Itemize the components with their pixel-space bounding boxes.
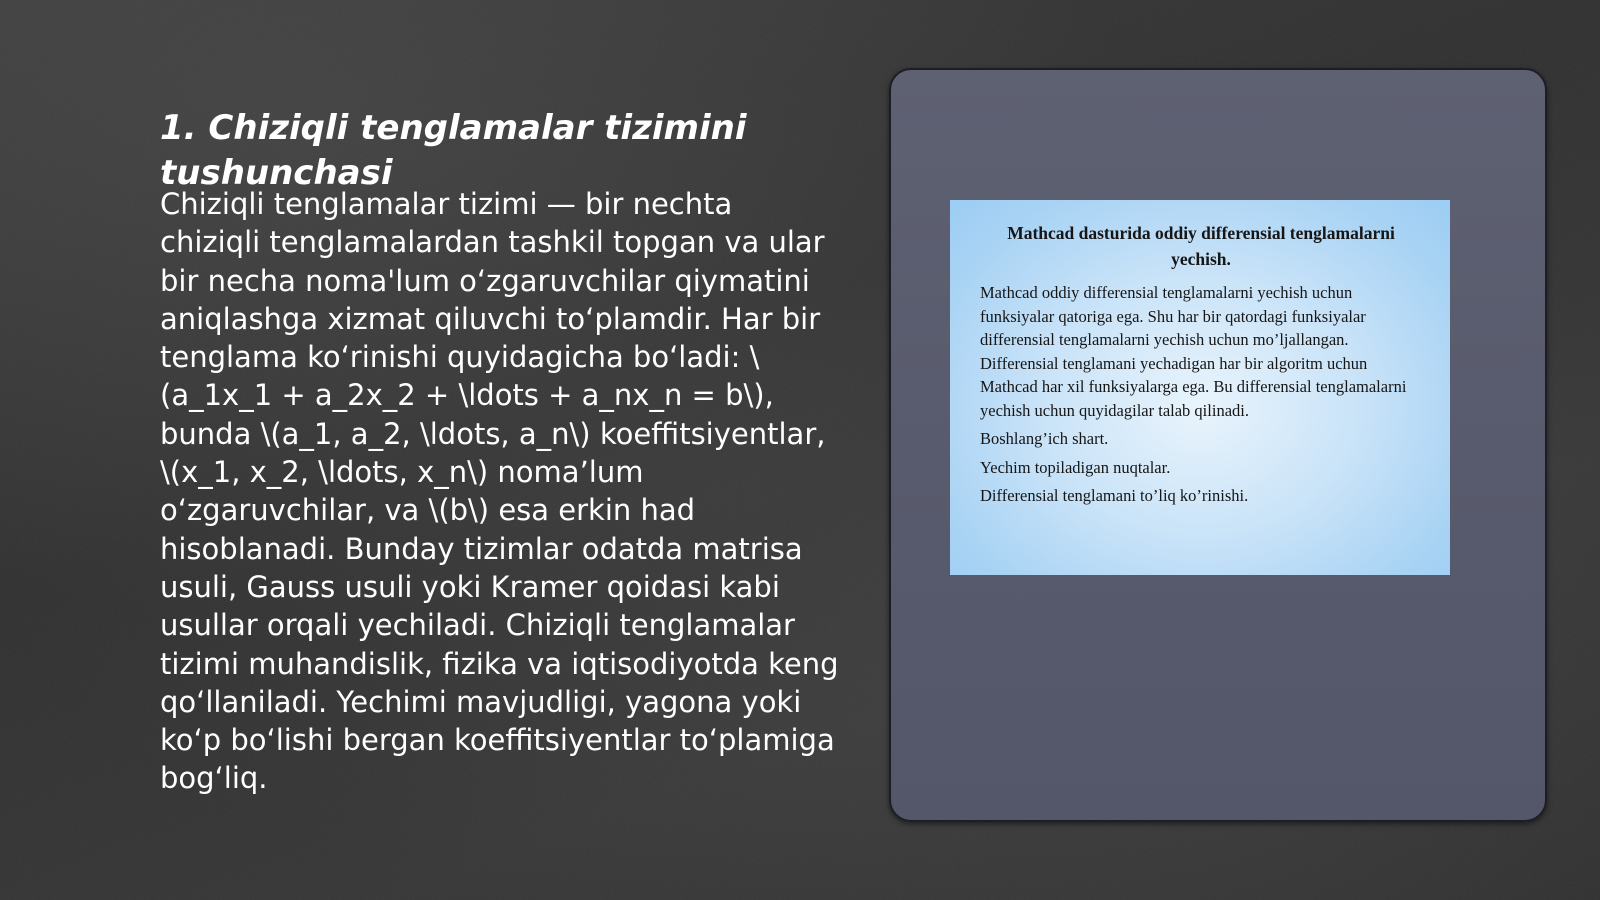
document-item: Yechim topiladigan nuqtalar. [980,457,1171,477]
slide-title: 1. Chiziqli tenglamalar tizimini tushunchasi [160,108,747,193]
document-item: Boshlang’ich shart. [980,429,1109,448]
document-item: Differensial tenglamani to’liq ko’rinishi. [980,486,1249,505]
slide-body-text: Chiziqli tenglamalar tizimi — bir nechta chiziqli tenglamalardan tashkil topgan va ular bir necha noma'lum oʻzgaruvchilar qiymatini aniqlashga xizmat qiluvchi toʻplamdir. Har bir tenglama koʻrinishi quyidagicha boʻladi: \(a_1x_1 + a_2x_2 + \ldots + a_nx_n = b\), bunda \(a_1, a_2, \ldots, a_n\) koeffitsiyentlar, \(x_1, x_2, \ldots, x_n\) nomaʼlum oʻzgaruvchilar, va \(b\) esa erkin had hisoblanadi. Bunday tizimlar odatda matrisa usuli, Gauss usuli yoki Kramer qoidasi kabi usullar orqali yechiladi. Chiziqli tenglamalar tizimi muhandislik, fizika va iqtisodiyotda keng qoʻllaniladi. Yechimi mavjudligi, yagona yoki koʻp boʻlishi bergan koeffitsiyentlar toʻplamiga bogʻliq. [160,187,839,796]
document-image [950,200,1450,575]
document-title: Mathcad dasturida oddiy differensial tenglamalarni yechish. [1007,223,1395,269]
document-paragraph: Mathcad oddiy differensial tenglamalarni yechish uchun funksiyalar qatoriga ega. Shu har bir qatordagi funksiyalar differensial tenglamalarni yechish uchun mo’ljallangan. Differensial tenglamani yechadigan har bir algoritm uchun Mathcad har xil funksiyalarga ega. Bu differensial tenglamalarni yechish uchun quyidagilar talab qilinadi. [980,283,1407,420]
